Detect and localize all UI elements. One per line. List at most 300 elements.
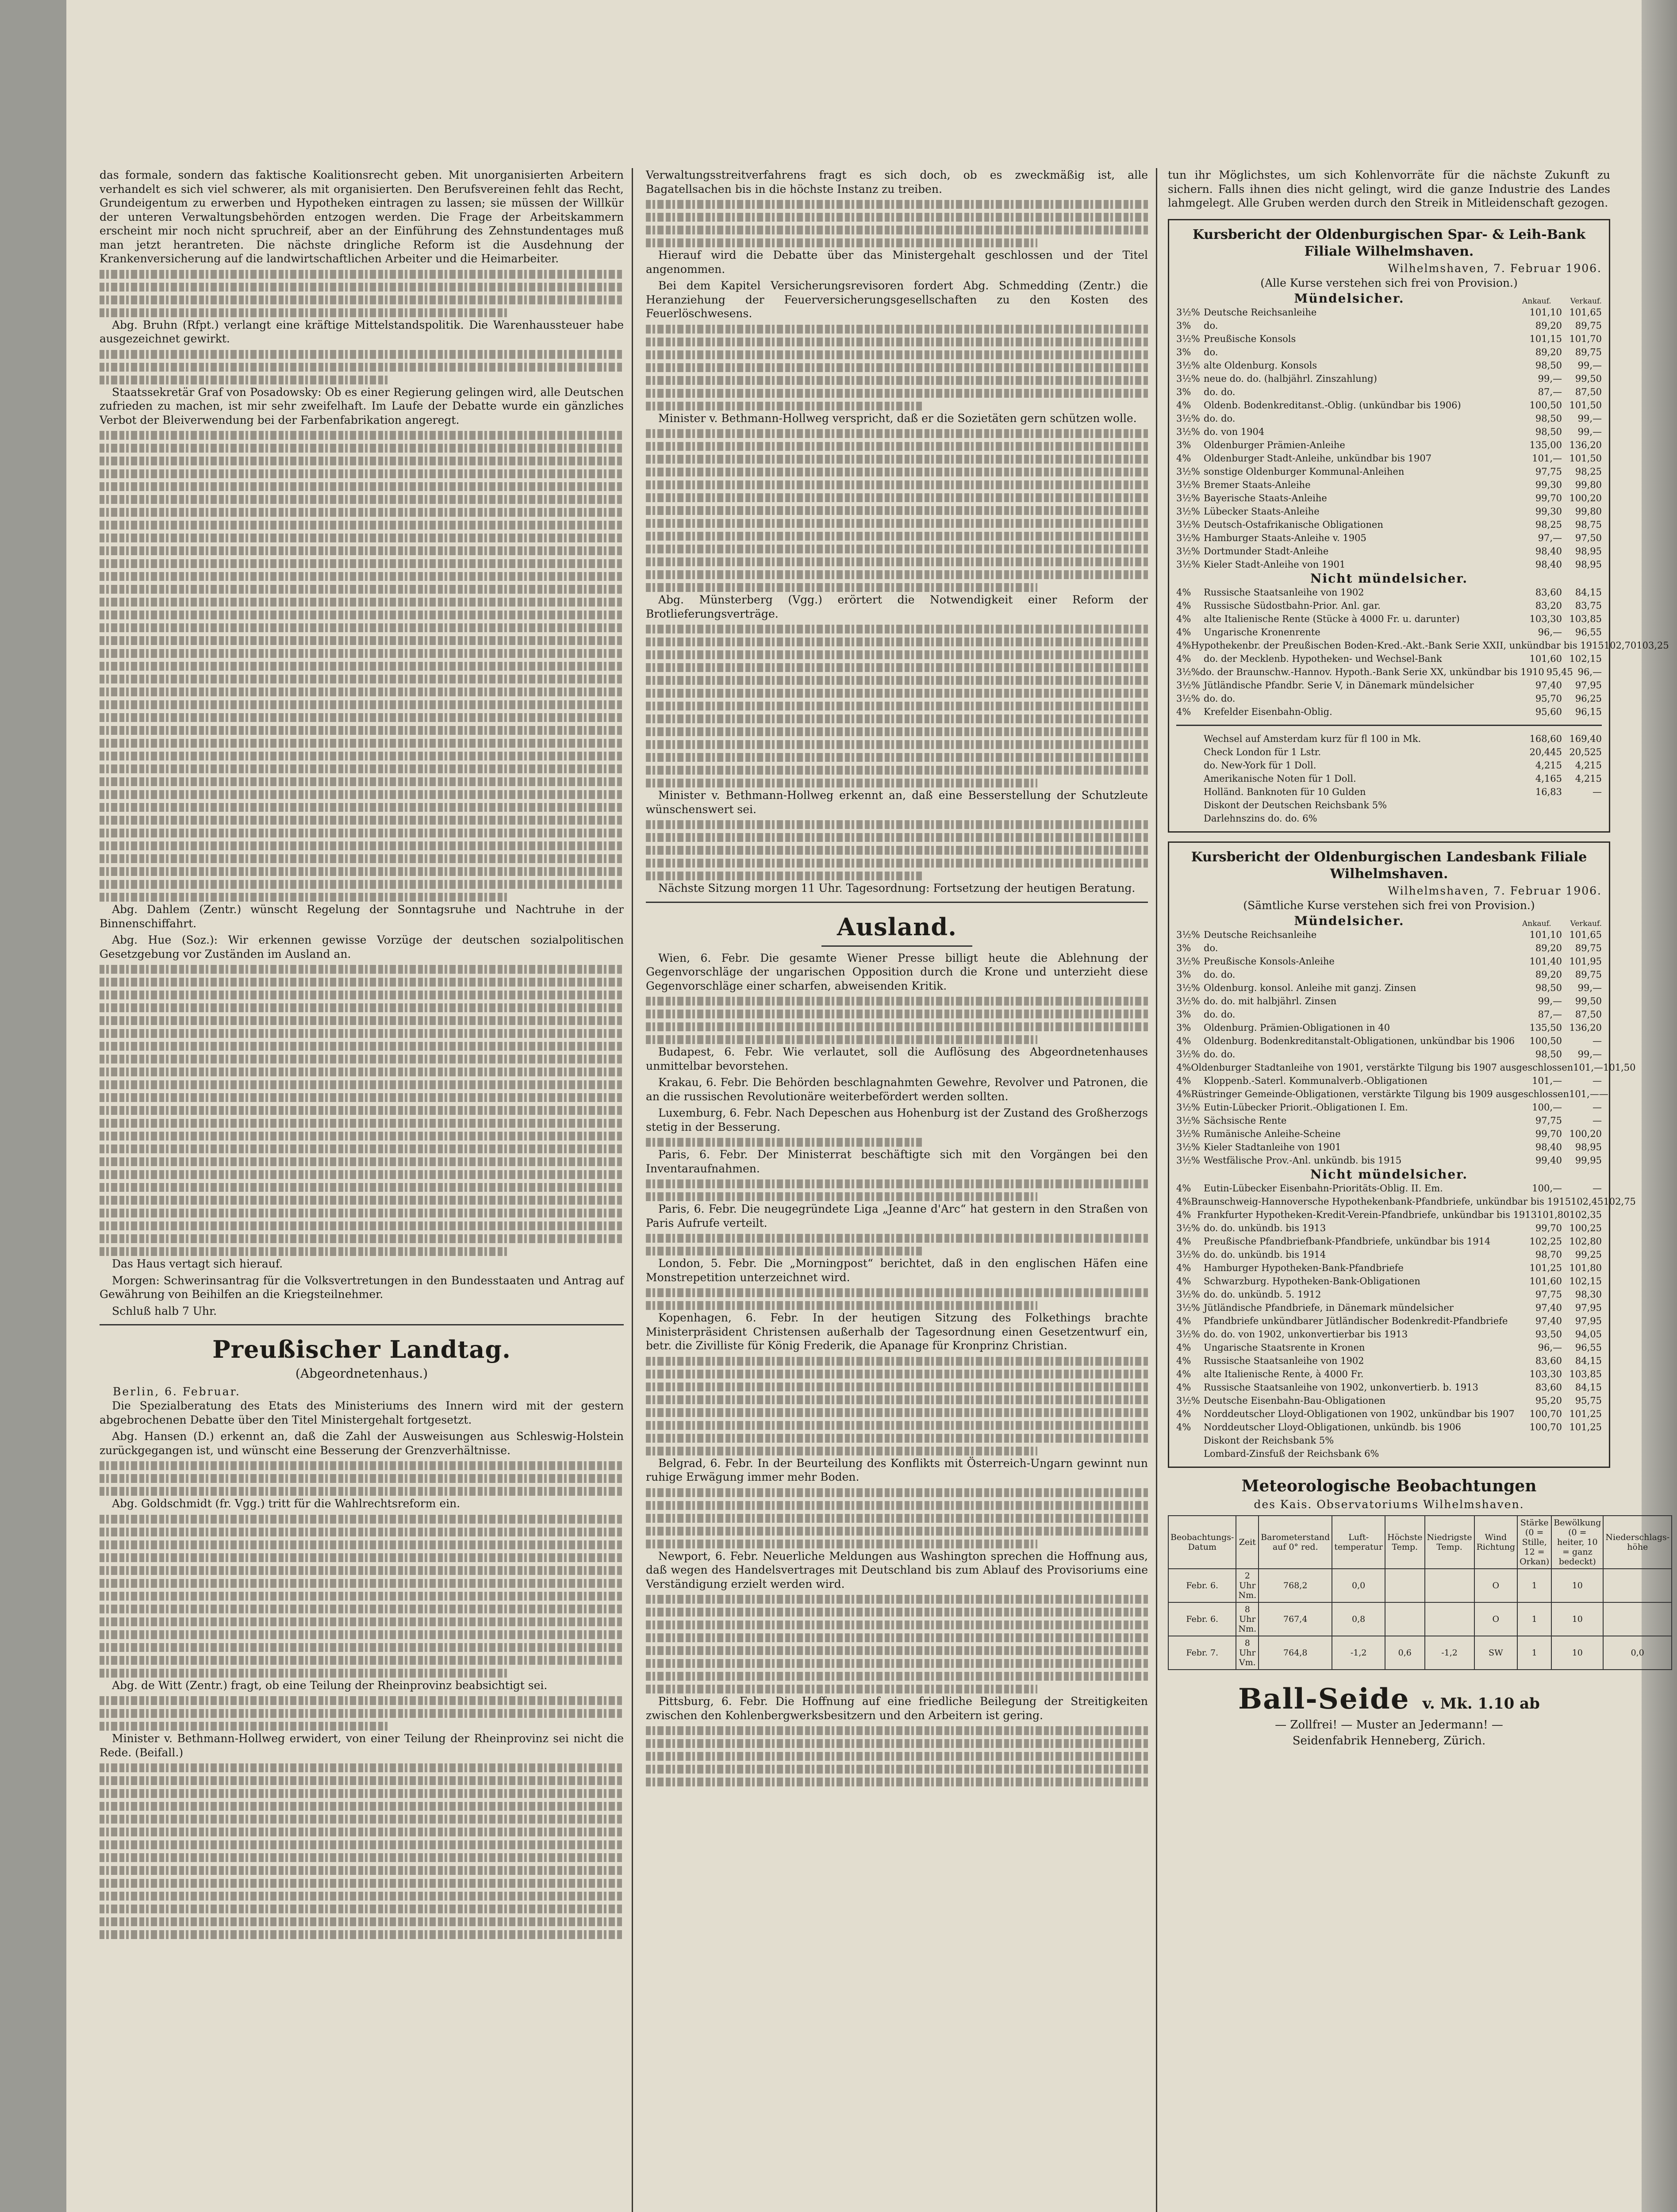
quote-row (1176, 412, 1602, 425)
security-name: Oldenburg. Prämien-Obligationen in 40 (1204, 1022, 1390, 1033)
text-line (100, 482, 624, 491)
text-line (100, 534, 624, 542)
text-line (100, 662, 624, 671)
rate: 3½% (1176, 413, 1200, 424)
security-name: do. do. (1204, 413, 1236, 424)
article-paragraph: das formale, sondern das faktische Koalitionsrecht geben. Mit unorganisierten Arbeitern verhandelt es sich viel schwerer, als mit organisierten. Den Berufsvereinen fehlt das Recht, Grundeigentum zu erwerben und Hypotheken eintragen zu lassen; sie müssen der Willkür der unteren Verwaltungsbehörden entzogen werden. Die Frage der Arbeitskammern erscheint mir noch nicht spruchreif, aber an der Einführung des Zehnstundentages muß man jetzt herantreten. Die nächste dringliche Reform ist die Ausdehnung der Krankenversicherung auf die landwirtschaftlichen Arbeiter und die Heimarbeiter. (100, 169, 624, 265)
buy-price: 4,165 (1535, 773, 1562, 784)
buy-price: 93,50 (1535, 1329, 1562, 1340)
security-name: sonstige Oldenburger Kommunal-Anleihen (1204, 466, 1405, 477)
buy-price: 97,75 (1535, 1115, 1562, 1126)
security-name: alte Oldenburg. Konsols (1204, 360, 1317, 371)
text-line (100, 1815, 624, 1824)
text-line (646, 1434, 1148, 1443)
quote-row (1176, 1074, 1602, 1087)
quote-row (1176, 1275, 1602, 1288)
quote-row (1176, 531, 1602, 545)
quote-row (1176, 759, 1602, 772)
text-line (100, 1461, 624, 1470)
buy-price: 97,— (1538, 532, 1562, 543)
rate: 3½% (1176, 1222, 1200, 1233)
buy-price: 103,30 (1529, 613, 1562, 624)
sell-price: 89,75 (1575, 346, 1602, 357)
rate (1176, 772, 1204, 785)
security-name: Eutin-Lübecker Priorit.-Obligationen I. Em. (1204, 1102, 1408, 1113)
text-line (100, 1696, 624, 1705)
weather-cell: 10 (1551, 1569, 1603, 1602)
buy-price: 102,45 (1570, 1196, 1604, 1207)
sell-price: 98,25 (1575, 466, 1602, 477)
rate (1176, 799, 1204, 812)
buy-price: 89,20 (1535, 320, 1562, 331)
text-line (646, 1301, 1037, 1310)
buy-label: Ankauf. (1522, 919, 1551, 928)
text-line (646, 663, 1148, 672)
article-paragraph: Bei dem Kapitel Versicherungsrevisoren fordert Abg. Schmedding (Zentr.) die Heranziehung der Feuerversicherungsgesellschaften zu den Kosten des Feuerlöschwesens. (646, 279, 1148, 320)
security-name: Hypothekenbr. der Preußischen Boden-Kred.-Akt.-Bank Serie XXII, unkündbar bis 1915 (1191, 640, 1604, 651)
buy-price: 96,— (1538, 1342, 1562, 1353)
sell-price: 83,75 (1575, 600, 1602, 611)
weather-col-header: Niedrigste Temp. (1425, 1516, 1474, 1569)
quote-row (1176, 372, 1602, 385)
security-name: do. do. (1204, 693, 1236, 704)
quote-row (1176, 968, 1602, 981)
rate (1176, 732, 1204, 745)
text-line (646, 376, 1148, 385)
text-line (100, 867, 624, 876)
text-line (100, 1930, 624, 1939)
rate: 3½% (1176, 559, 1200, 570)
rate: 3½% (1176, 492, 1200, 503)
security-name: Schwarzburg. Hypotheken-Bank-Obligationen (1204, 1275, 1420, 1286)
quote-row (1176, 1381, 1602, 1394)
sell-price: 87,50 (1575, 1009, 1602, 1020)
sell-price (1562, 1434, 1602, 1447)
sell-price: 96,15 (1575, 706, 1602, 717)
text-line (646, 545, 1148, 553)
text-line (100, 495, 624, 504)
section-title-ausland: Ausland. (837, 912, 957, 941)
text-line (646, 1408, 1148, 1417)
text-line (646, 226, 1148, 234)
ad-company: Seidenfabrik Henneberg, Zürich. (1292, 1734, 1486, 1747)
section-subtitle: (Abgeordnetenhaus.) (295, 1366, 428, 1381)
sell-price: 98,95 (1575, 545, 1602, 557)
quote-row (1176, 1367, 1602, 1381)
buy-price: 98,25 (1535, 519, 1562, 530)
text-line (100, 1132, 624, 1141)
buy-price: 99,— (1538, 373, 1562, 384)
text-line (100, 598, 624, 607)
security-name: do. der Braunschw.-Hannov. Hypoth.-Bank Serie XX, unkündbar bis 1910 (1200, 666, 1544, 677)
text-line (646, 1288, 1148, 1297)
quote-row (1176, 745, 1602, 759)
news-item: Newport, 6. Febr. Neuerliche Meldungen aus Washington sprechen die Hoffnung aus, daß wegen des Handelsvertrages mit Deutschland bis zum Ablauf des Provisoriums eine Verständigung erzielt werden wird. (646, 1549, 1148, 1590)
rate: 3½% (1176, 1302, 1200, 1313)
text-line (646, 519, 1148, 528)
rate: 4% (1176, 587, 1191, 598)
section-divider (100, 1324, 624, 1325)
sell-price: 101,95 (1569, 956, 1602, 967)
kursbericht-spar-leih-bank (1168, 219, 1669, 833)
text-line (646, 338, 1148, 346)
text-line (100, 880, 624, 889)
article-paragraph: Abg. Bruhn (Rfpt.) verlangt eine kräftige Mittelstandspolitik. Die Warenhaussteuer habe ausgezeichnet gewirkt. (100, 318, 624, 345)
quote-rows (1176, 928, 1636, 1167)
rate: 3% (1176, 346, 1191, 357)
quote-row (1176, 359, 1602, 372)
column-labels (1522, 297, 1602, 306)
security-name: neue do. do. (halbjährl. Zinszahlung) (1204, 373, 1377, 384)
quote-row (1176, 1221, 1602, 1235)
security-name: Lombard-Zinsfuß der Reichsbank 6% (1204, 1448, 1379, 1459)
text-line (100, 777, 624, 786)
text-line (646, 238, 1037, 247)
sell-price: 136,20 (1569, 1022, 1602, 1033)
sell-price: 101,70 (1569, 333, 1602, 344)
text-line (100, 1157, 624, 1166)
column-rule-1 (632, 168, 633, 2212)
security-name: Ungarische Staatsrente in Kronen (1204, 1342, 1365, 1353)
text-line (646, 1395, 1148, 1404)
section-label: Nicht mündelsicher. (1310, 571, 1468, 586)
quote-row (1176, 1127, 1602, 1141)
weather-row (1168, 1636, 1672, 1670)
weather-cell: 764,8 (1259, 1636, 1332, 1670)
security-name: Kloppenb.-Saterl. Kommunalverb.-Obligationen (1204, 1075, 1428, 1086)
sell-price: 99,80 (1575, 479, 1602, 490)
weather-cell: 768,2 (1259, 1569, 1332, 1602)
quote-row (1176, 465, 1602, 478)
column-rule-2 (1156, 168, 1157, 2212)
text-line (100, 1905, 624, 1913)
rate: 4% (1176, 1196, 1191, 1207)
quote-row (1176, 1301, 1602, 1314)
buy-price: 99,30 (1535, 479, 1562, 490)
security-name: Holländ. Banknoten für 10 Gulden (1204, 786, 1366, 797)
sell-price: 84,15 (1575, 587, 1602, 598)
text-line (646, 1370, 1148, 1379)
rate: 3½% (1176, 680, 1200, 691)
article-paragraph: tun ihr Möglichstes, um sich Kohlenvorräte für die nächste Zukunft zu sichern. Falls ihnen dies nicht gelingt, wird die ganze Industrie des Landes lahmgelegt. Alle Gruben werden durch den Streik in Mitleidenschaft gezogen. (1168, 169, 1610, 209)
buy-price: 99,30 (1535, 506, 1562, 517)
text-line (646, 1685, 1037, 1694)
buy-price: 168,60 (1529, 733, 1562, 744)
buy-price: 96,— (1538, 626, 1562, 637)
text-line (100, 1643, 624, 1652)
rate: 4% (1176, 1355, 1191, 1366)
quote-row (1176, 1034, 1602, 1048)
weather-table (1168, 1515, 1672, 1670)
quote-row (1176, 492, 1602, 505)
text-line (646, 1421, 1148, 1430)
text-line (646, 753, 1148, 762)
text-line (100, 1709, 624, 1718)
rate (1176, 812, 1204, 825)
sell-price: 89,75 (1575, 942, 1602, 953)
security-name: do. do. mit halbjährl. Zinsen (1204, 995, 1337, 1006)
text-line (646, 1488, 1148, 1497)
text-line (100, 283, 624, 292)
rate: 4% (1176, 1236, 1191, 1247)
weather-cell: 767,4 (1259, 1602, 1332, 1636)
ad-price: v. Mk. 1.10 ab (1422, 1694, 1540, 1713)
article-paragraph: Abg. Hue (Soz.): Wir erkennen gewisse Vorzüge der deutschen sozialpolitischen Gesetzgebung vor Zuständen im Ausland an. (100, 933, 624, 960)
text-line (646, 1192, 1037, 1201)
sell-price: 99,50 (1575, 373, 1602, 384)
text-line (100, 521, 624, 530)
buy-price: 100,— (1532, 1183, 1562, 1194)
rate: 3% (1176, 1009, 1191, 1020)
sell-price: 99,50 (1575, 995, 1602, 1006)
news-item: Paris, 6. Febr. Die neugegründete Liga „Jeanne d'Arc“ hat gestern in den Straßen von Paris Aufrufe verteilt. (646, 1202, 1148, 1229)
rate: 3½% (1176, 956, 1200, 967)
rate: 3½% (1176, 1102, 1200, 1113)
news-item: Budapest, 6. Febr. Wie verlautet, soll die Auflösung des Abgeordnetenhauses unmittelbar bevorstehen. (646, 1045, 1148, 1072)
quote-rows (1176, 306, 1602, 571)
rate: 3½% (1176, 666, 1200, 677)
text-line (646, 779, 1037, 787)
rate: 4% (1176, 1209, 1191, 1220)
rate: 3½% (1176, 1155, 1200, 1166)
quote-row (1176, 558, 1602, 571)
buy-price: 97,40 (1535, 1315, 1562, 1326)
text-line (100, 1605, 624, 1613)
buy-price: 99,70 (1535, 1128, 1562, 1139)
security-name: Ungarische Kronenrente (1204, 626, 1320, 637)
sell-price: — (1593, 1183, 1602, 1194)
quote-row (1176, 1154, 1602, 1167)
rate: 4% (1176, 1183, 1191, 1194)
weather-cell: 10 (1551, 1636, 1603, 1670)
buy-price: 101,25 (1529, 1262, 1562, 1273)
buy-price: 95,20 (1535, 1395, 1562, 1406)
text-line (100, 1566, 624, 1575)
text-line (100, 1170, 624, 1179)
buy-price: 97,40 (1535, 1302, 1562, 1313)
text-line (646, 506, 1148, 515)
quote-row (1176, 1114, 1602, 1127)
buy-price: 89,20 (1535, 942, 1562, 953)
security-name: alte Italienische Rente (Stücke à 4000 Fr. u. darunter) (1204, 613, 1460, 624)
column-labels (1522, 919, 1602, 928)
security-name: do. (1204, 942, 1218, 953)
security-name: Jütländische Pfandbr. Serie V, in Dänemark mündelsicher (1204, 680, 1474, 691)
buy-price: 89,20 (1535, 969, 1562, 980)
rate: 3½% (1176, 519, 1200, 530)
weather-cell: Febr. 6. (1168, 1569, 1236, 1602)
rate: 4% (1176, 453, 1191, 464)
sell-price: 89,75 (1575, 320, 1602, 331)
sell-price: 97,50 (1575, 532, 1602, 543)
sell-price: 98,95 (1575, 1141, 1602, 1152)
security-name: Oldenb. Bodenkreditanst.-Oblig. (unkündbar bis 1906) (1204, 399, 1461, 411)
rate: 3½% (1176, 506, 1200, 517)
quote-row (1176, 612, 1602, 626)
article-paragraph: Abg. de Witt (Zentr.) fragt, ob eine Teilung der Rheinprovinz beabsichtigt sei. (112, 1678, 548, 1692)
security-name: Kieler Stadtanleihe von 1901 (1204, 1141, 1341, 1152)
quote-row (1176, 306, 1602, 319)
weather-cell: 0,0 (1603, 1636, 1672, 1670)
sell-price: — (1593, 1075, 1602, 1086)
sell-price: 94,05 (1575, 1329, 1602, 1340)
security-name: do. do. (1204, 386, 1236, 397)
news-item: Belgrad, 6. Febr. In der Beurteilung des Konflikts mit Österreich-Ungarn gewinnt nun ruhige Erwägung immer mehr Boden. (646, 1456, 1148, 1483)
sell-price: 101,65 (1569, 929, 1602, 940)
text-line (100, 1866, 624, 1875)
quote-row (1176, 1048, 1602, 1061)
text-line (646, 350, 1148, 359)
security-name: Russische Staatsanleihe von 1902 (1204, 587, 1364, 598)
quote-row (1176, 1434, 1602, 1447)
sell-price: 102,80 (1569, 1236, 1602, 1247)
rate (1176, 1447, 1204, 1460)
sell-price: — (1593, 1115, 1602, 1126)
quote-row (1176, 1182, 1602, 1195)
quote-row (1176, 478, 1602, 492)
buy-price: 95,70 (1535, 693, 1562, 704)
sell-price: 99,95 (1575, 1155, 1602, 1166)
quote-row (1176, 518, 1602, 531)
text-line (100, 1247, 508, 1256)
text-line (646, 1527, 1148, 1536)
dateline: Berlin, 6. Februar. (113, 1385, 241, 1398)
buy-price: 102,25 (1529, 1236, 1562, 1247)
text-line (100, 308, 508, 317)
rate: 4% (1176, 613, 1191, 624)
weather-col-header: Höchste Temp. (1385, 1516, 1425, 1569)
rate: 4% (1176, 1262, 1191, 1273)
weather-cell (1385, 1602, 1425, 1636)
kursbericht-section-header (1176, 1167, 1602, 1182)
security-name: Krefelder Eisenbahn-Oblig. (1204, 706, 1332, 717)
text-line (100, 636, 624, 645)
text-line (646, 625, 1148, 634)
quote-row (1176, 332, 1602, 346)
quote-row (1176, 1394, 1602, 1407)
quote-row (1176, 452, 1602, 465)
sell-price: 99,25 (1575, 1249, 1602, 1260)
quote-row (1176, 732, 1602, 745)
text-line (100, 1802, 624, 1811)
text-line (646, 1501, 1148, 1510)
article-paragraph: Die Spezialberatung des Etats des Ministeriums des Innern wird mit der gestern abgebrochenen Debatte über den Titel Ministergehalt fortgesetzt. (100, 1399, 624, 1426)
buy-price: 99,— (1538, 995, 1562, 1006)
quote-row (1176, 586, 1602, 599)
closing-note: Morgen: Schwerinsantrag für die Volksvertretungen in den Bundesstaaten und Antrag auf Gewährung von Beihilfen an die Kriegsteilnehmer. (100, 1274, 624, 1301)
article-paragraph: Minister v. Bethmann-Hollweg erwidert, von einer Teilung der Rheinprovinz sei nicht die Rede. (Beifall.) (100, 1732, 624, 1759)
text-line (100, 444, 624, 453)
weather-cell: O (1474, 1602, 1518, 1636)
ad-headline: Ball-Seide (1238, 1682, 1410, 1716)
security-name: do. (1204, 320, 1218, 331)
sell-price: 103,25 (1636, 640, 1669, 651)
buy-price: 101,60 (1529, 653, 1562, 664)
text-line (100, 1474, 624, 1483)
text-line (100, 752, 624, 760)
text-line (646, 570, 1148, 579)
text-line (646, 1659, 1148, 1668)
quote-row (1176, 941, 1602, 955)
quote-row (1176, 385, 1602, 399)
buy-price: 98,50 (1535, 426, 1562, 437)
security-name: Russische Staatsanleihe von 1902 (1204, 1355, 1364, 1366)
quote-row (1176, 1061, 1636, 1074)
weather-cell: 1 (1517, 1602, 1551, 1636)
news-item: Luxemburg, 6. Febr. Nach Depeschen aus Hohenburg ist der Zustand des Großherzogs stetig in der Besserung. (646, 1106, 1148, 1133)
security-name: Diskont der Reichsbank 5% (1204, 1435, 1334, 1446)
quote-row (1176, 652, 1602, 665)
rate: 3½% (1176, 466, 1200, 477)
security-name: Darlehnszins do. do. 6% (1204, 813, 1317, 824)
text-line (100, 1029, 624, 1038)
text-line (100, 1669, 508, 1678)
security-name: Westfälische Prov.-Anl. unkündb. bis 1915 (1204, 1155, 1402, 1166)
text-line (646, 1778, 1148, 1786)
sell-price: — (1599, 1088, 1608, 1099)
sell-price: 101,65 (1569, 307, 1602, 318)
text-line (646, 833, 1148, 842)
rate: 3½% (1176, 532, 1200, 543)
sell-price: 169,40 (1569, 733, 1602, 744)
buy-price: 83,60 (1535, 1382, 1562, 1393)
text-line (100, 816, 624, 825)
buy-price: 98,50 (1535, 413, 1562, 424)
article-paragraph: Nächste Sitzung morgen 11 Uhr. Tagesordnung: Fortsetzung der heutigen Beratung. (658, 882, 1136, 895)
buy-price: 101,— (1532, 1075, 1562, 1086)
buy-price: 100,70 (1529, 1408, 1562, 1419)
rate: 4% (1176, 706, 1191, 717)
quote-rows (1176, 732, 1602, 825)
text-line (646, 1608, 1148, 1617)
security-name: Diskont der Deutschen Reichsbank 5% (1204, 799, 1387, 810)
news-item: Paris, 6. Febr. Der Ministerrat beschäftigte sich mit den Vorgängen bei den Inventaraufnahmen. (646, 1148, 1148, 1175)
buy-price: 100,50 (1529, 399, 1562, 411)
buy-price: 83,60 (1535, 1355, 1562, 1366)
text-line (100, 1630, 624, 1639)
sell-price: 101,50 (1569, 453, 1602, 464)
text-line (100, 1093, 624, 1102)
sell-price: 96,55 (1575, 626, 1602, 637)
closing-note: Das Haus vertagt sich hierauf. (112, 1257, 283, 1270)
text-line (646, 676, 1148, 685)
text-line (100, 1068, 624, 1076)
text-line (646, 363, 1148, 372)
weather-cell: 0,0 (1332, 1569, 1385, 1602)
quote-row (1176, 1354, 1602, 1367)
text-line (100, 1892, 624, 1901)
security-name: Deutsche Reichsanleihe (1204, 307, 1317, 318)
text-line (100, 726, 624, 735)
buy-price: 20,445 (1529, 746, 1562, 757)
sell-price (1562, 1447, 1602, 1460)
text-line (100, 1016, 624, 1025)
text-line (100, 363, 624, 372)
security-name: Preußische Pfandbriefbank-Pfandbriefe, unkündbar bis 1914 (1204, 1236, 1491, 1247)
quote-row (1176, 1208, 1602, 1221)
kursbericht-date: Wilhelmshaven, 7. Februar 1906. (1388, 261, 1602, 275)
text-line (646, 557, 1148, 566)
text-line (100, 1003, 624, 1012)
weather-header-row (1168, 1516, 1672, 1569)
buy-price: 100,50 (1529, 1035, 1562, 1046)
rate: 3% (1176, 386, 1191, 397)
sell-label: Verkauf. (1570, 919, 1602, 928)
sell-price: 96,25 (1575, 693, 1602, 704)
weather-col-header: Beobachtungs-Datum (1168, 1516, 1236, 1569)
quote-row (1176, 1421, 1602, 1434)
rate: 4% (1176, 1062, 1191, 1073)
